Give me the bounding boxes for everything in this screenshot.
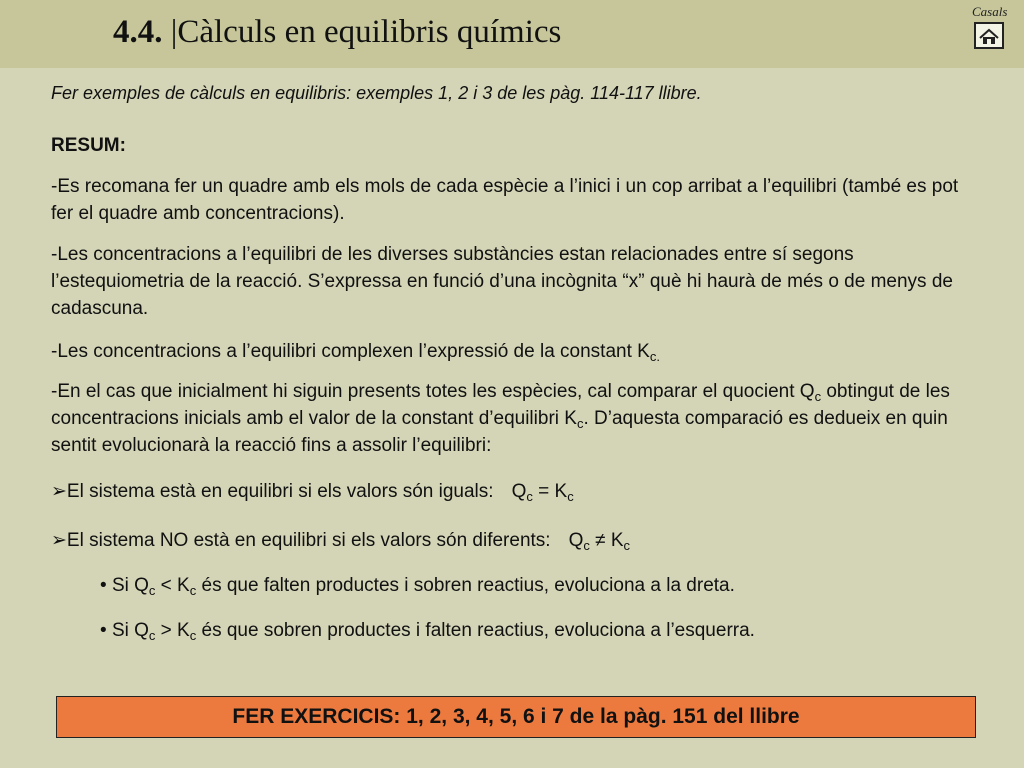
greater-than-operator: > K — [155, 620, 190, 641]
condition-equal — [51, 478, 574, 505]
less-than-operator: < K — [155, 575, 190, 596]
resum-heading: RESUM: — [51, 135, 126, 156]
not-equal-operator: ≠ — [589, 530, 611, 551]
p4-part3: . D’aquesta comparació es dedueix en quin sentit evolucionarà la reacció fins a assolir l’equilibri: — [51, 408, 948, 456]
k-subscript: c — [189, 628, 197, 643]
paragraph-stoichiometry: -Les concentracions a l’equilibri de les diverses substàncies estan relacionades entre sí segons l’estequiometria de la reacció. S’expressa en funció d’una incògnita “x” què hi haurà de més o de menys de cadascuna. — [51, 244, 953, 319]
q-symbol: Q — [511, 481, 527, 502]
case-greater-text: és que sobren productes i falten reactius, evoluciona a l’esquerra. — [196, 620, 755, 641]
home-button[interactable] — [974, 22, 1004, 49]
q-subscript: c — [583, 538, 590, 553]
case-less-text: és que falten productes i sobren reactius, evoluciona a la dreta. — [196, 575, 735, 596]
paragraph-kc-expression — [51, 338, 981, 365]
bullet-icon: • — [100, 620, 107, 641]
home-icon — [978, 26, 1000, 45]
q-symbol: Q — [568, 530, 584, 551]
paragraph-quotient — [51, 378, 981, 459]
section-number: 4.4. — [113, 14, 163, 50]
case-less-than — [100, 572, 735, 599]
p4-subscript-q: c — [814, 389, 822, 404]
condition-equal-text: El sistema està en equilibri si els valors són iguals: — [66, 481, 494, 502]
p4-subscript-k: c — [576, 416, 584, 431]
p3-text: -Les concentracions a l’equilibri complexen l’expressió de la constant K — [51, 341, 650, 362]
brand-logo: Casals — [972, 4, 1008, 19]
bullet-icon: • — [100, 575, 107, 596]
page-title — [113, 14, 561, 51]
q-subscript: c — [148, 628, 156, 643]
k-symbol: K — [554, 481, 568, 502]
header-bar — [0, 0, 1024, 68]
equals-operator: = — [532, 481, 555, 502]
p4-part1: -En el cas que inicialment hi siguin presents totes les espècies, cal comparar el quocient Q — [51, 381, 815, 402]
k-symbol: K — [610, 530, 624, 551]
q-subscript: c — [526, 489, 533, 504]
k-subscript: c — [189, 583, 197, 598]
section-title: Càlculs en equilibris químics — [177, 14, 562, 50]
case-greater-pre: Si Q — [111, 620, 149, 641]
arrow-bullet-icon: ➢ — [51, 530, 67, 551]
case-greater-than — [100, 617, 755, 644]
condition-not-equal — [51, 527, 630, 554]
k-subscript: c — [623, 538, 631, 553]
arrow-bullet-icon: ➢ — [51, 481, 67, 502]
exercise-banner: FER EXERCICIS: 1, 2, 3, 4, 5, 6 i 7 de la pàg. 151 del llibre — [56, 696, 976, 738]
p4-part2: obtingut de les concentracions inicials amb el valor de la constant d’equilibri K — [51, 381, 950, 429]
paragraph-table: -Es recomana fer un quadre amb els mols de cada espècie a l’inici i un cop arribat a l’equilibri (també es pot fer el quadre amb concentracions). — [51, 176, 959, 224]
q-subscript: c — [148, 583, 156, 598]
p3-subscript: c. — [649, 349, 660, 364]
k-subscript: c — [567, 489, 574, 504]
title-separator: | — [170, 14, 178, 50]
intro-text: Fer exemples de càlculs en equilibris: exemples 1, 2 i 3 de les pàg. 114-117 llibre. — [51, 83, 702, 103]
case-less-pre: Si Q — [111, 575, 149, 596]
condition-not-equal-text: El sistema NO està en equilibri si els valors són diferents: — [66, 530, 551, 551]
